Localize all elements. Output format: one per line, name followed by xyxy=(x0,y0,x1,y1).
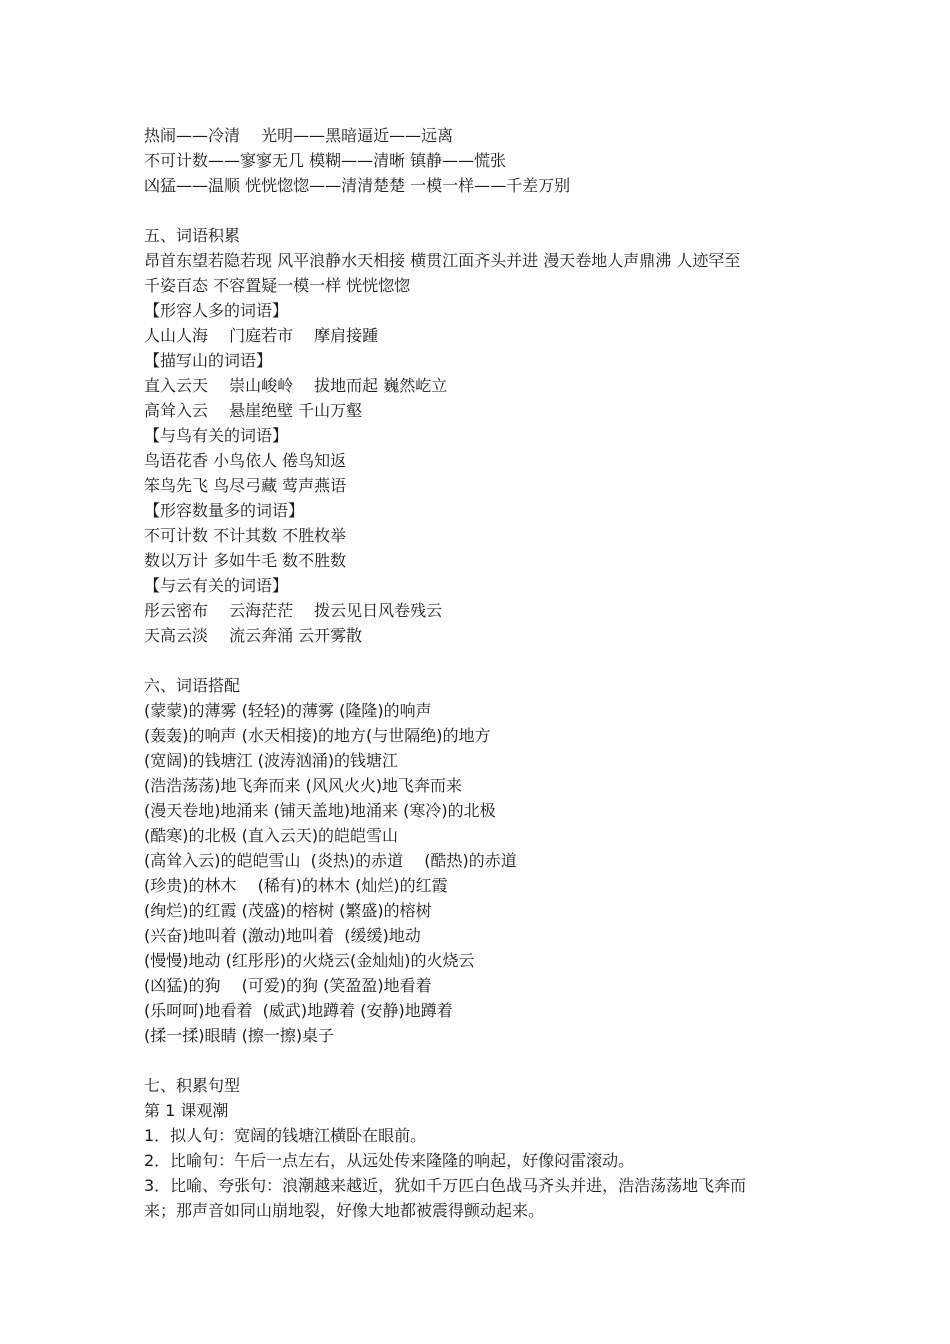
text-line: (高耸入云)的皑皑雪山 (炎热)的赤道 (酷热)的赤道 xyxy=(144,851,517,870)
text-line: (揉一揉)眼睛 (擦一擦)桌子 xyxy=(144,1026,335,1045)
text-line: (慢慢)地动 (红彤彤)的火烧云(金灿灿)的火烧云 xyxy=(144,951,475,970)
text-line: 数以万计 多如牛毛 数不胜数 xyxy=(144,551,347,570)
antonym-line: 热闹——冷清 光明——黑暗逼近——远离 xyxy=(144,126,454,145)
section-heading: 六、词语搭配 xyxy=(144,676,241,695)
text-line: (浩浩荡荡)地飞奔而来 (风风火火)地飞奔而来 xyxy=(144,776,463,795)
text-line: 千姿百态 不容置疑一模一样 恍恍惚惚 xyxy=(144,276,411,295)
section-spacer xyxy=(144,1048,824,1073)
text-line: 来；那声音如同山崩地裂，好像大地都被震得颤动起来。 xyxy=(144,1201,545,1220)
lesson-title: 第 1 课观潮 xyxy=(144,1101,229,1120)
text-line: 不可计数 不计其数 不胜枚举 xyxy=(144,526,347,545)
text-line: (蒙蒙)的薄雾 (轻轻)的薄雾 (隆隆)的响声 xyxy=(144,701,432,720)
section-heading: 五、词语积累 xyxy=(144,226,241,245)
text-line: (乐呵呵)地看着 (威武)地蹲着 (安静)地蹲着 xyxy=(144,1001,453,1020)
text-line: (兴奋)地叫着 (激动)地叫着 (缓缓)地动 xyxy=(144,926,421,945)
text-line: 高耸入云 悬崖绝壁 千山万壑 xyxy=(144,401,363,420)
text-line: 彤云密布 云海茫茫 拨云见日风卷残云 xyxy=(144,601,443,620)
text-line: 3．比喻、夸张句：浪潮越来越近，犹如千万匹白色战马齐头并进，浩浩荡荡地飞奔而 xyxy=(144,1176,747,1195)
category-label: 【与云有关的词语】 xyxy=(144,576,289,595)
text-line: (宽阔)的钱塘江 (波涛汹涌)的钱塘江 xyxy=(144,751,399,770)
category-label: 【描写山的词语】 xyxy=(144,351,273,370)
text-line: 鸟语花香 小鸟依人 倦鸟知返 xyxy=(144,451,347,470)
section-heading: 七、积累句型 xyxy=(144,1076,241,1095)
text-line: 昂首东望若隐若现 风平浪静水天相接 横贯江面齐头并进 漫天卷地人声鼎沸 人迹罕至 xyxy=(144,251,741,270)
antonym-list xyxy=(144,123,824,198)
category-label: 【形容数量多的词语】 xyxy=(144,501,305,520)
section-vocabulary-accumulation xyxy=(144,223,824,648)
text-line: 人山人海 门庭若市 摩肩接踵 xyxy=(144,326,379,345)
text-line: 1．拟人句：宽阔的钱塘江横卧在眼前。 xyxy=(144,1126,427,1145)
section-word-collocation xyxy=(144,673,824,1048)
text-line: 笨鸟先飞 鸟尽弓藏 莺声燕语 xyxy=(144,476,347,495)
text-line: (绚烂)的红霞 (茂盛)的榕树 (繁盛)的榕树 xyxy=(144,901,432,920)
category-label: 【与鸟有关的词语】 xyxy=(144,426,289,445)
text-line: 2．比喻句：午后一点左右，从远处传来隆隆的响起，好像闷雷滚动。 xyxy=(144,1151,635,1170)
antonym-line: 凶猛——温顺 恍恍惚惚——清清楚楚 一模一样——千差万别 xyxy=(144,176,571,195)
section-spacer xyxy=(144,198,824,223)
text-line: (酷寒)的北极 (直入云天)的皑皑雪山 xyxy=(144,826,399,845)
document-page xyxy=(144,123,824,1223)
section-sentence-patterns xyxy=(144,1073,824,1223)
text-line: (漫天卷地)地涌来 (铺天盖地)地涌来 (寒冷)的北极 xyxy=(144,801,496,820)
text-line: (凶猛)的狗 (可爱)的狗 (笑盈盈)地看着 xyxy=(144,976,432,995)
text-line: (珍贵)的林木 (稀有)的林木 (灿烂)的红霞 xyxy=(144,876,448,895)
text-line: 直入云天 崇山峻岭 拔地而起 巍然屹立 xyxy=(144,376,448,395)
category-label: 【形容人多的词语】 xyxy=(144,301,289,320)
text-line: 天高云淡 流云奔涌 云开雾散 xyxy=(144,626,363,645)
text-line: (轰轰)的响声 (水天相接)的地方(与世隔绝)的地方 xyxy=(144,726,491,745)
section-spacer xyxy=(144,648,824,673)
antonym-line: 不可计数——寥寥无几 模糊——清晰 镇静——慌张 xyxy=(144,151,507,170)
